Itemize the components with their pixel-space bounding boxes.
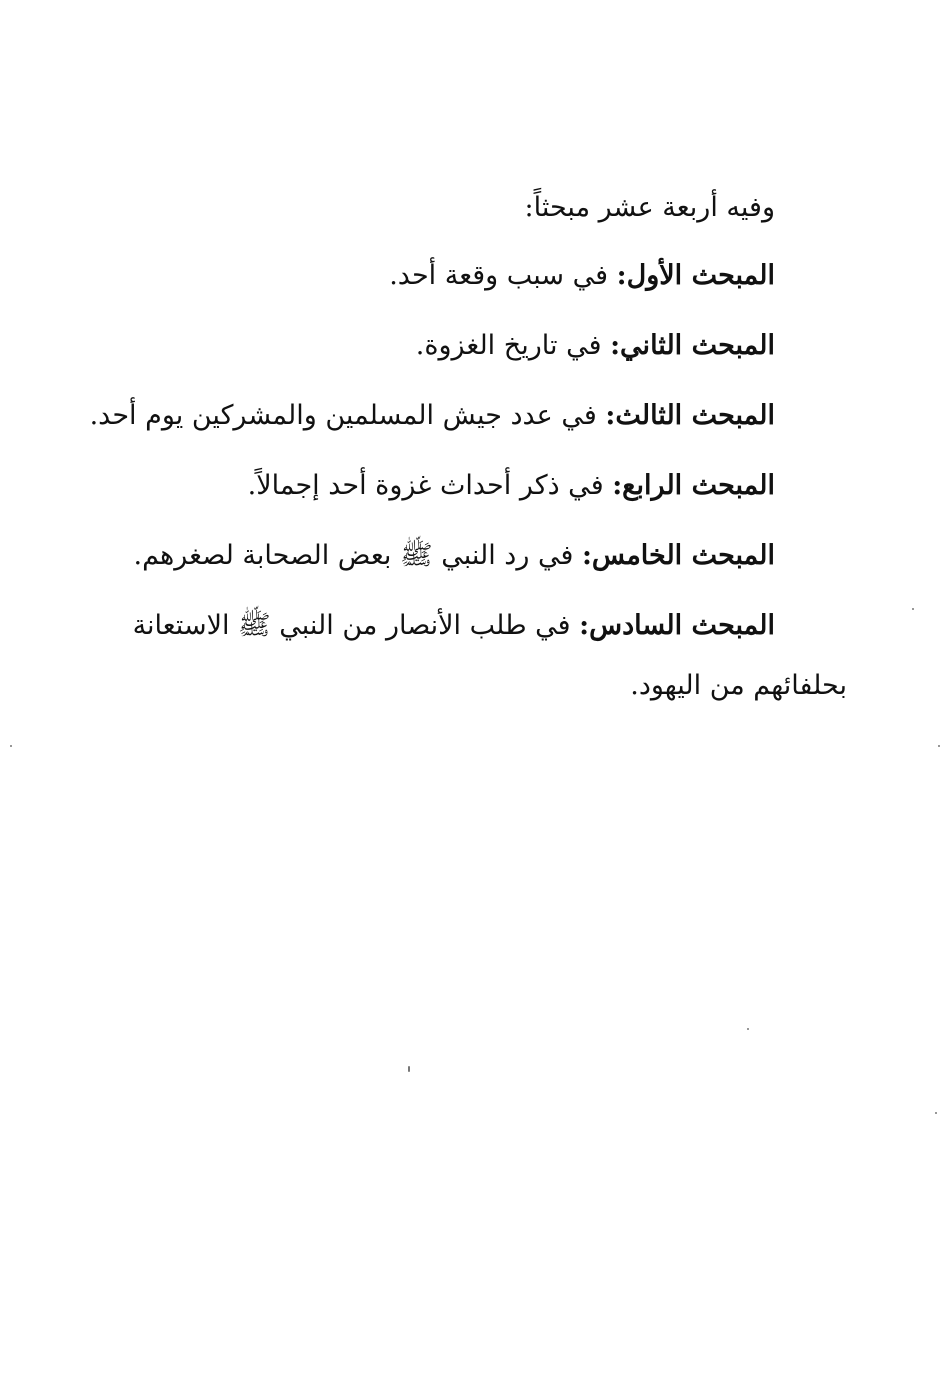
item-heading: المبحث الأول: [616,260,775,291]
item-text: في تاريخ الغزوة. [415,330,611,361]
item-text: في ذكر أحداث غزوة أحد إجمالاً. [247,470,613,501]
list-item [120,246,775,306]
list-item [120,316,775,376]
list-item [89,386,775,446]
scan-speck [10,745,12,747]
list-item [120,526,775,586]
item-heading: المبحث السادس: [579,610,775,641]
item-text: في رد النبي ﷺ بعض الصحابة لصغرهم. [133,540,582,571]
item-heading: المبحث الرابع: [612,470,775,501]
item-continuation: بحلفائهم من اليهود. [630,670,847,701]
item-text: في عدد جيش المسلمين والمشركين يوم أحد. [89,400,606,431]
scan-speck [912,608,914,610]
scan-speck [408,1066,410,1072]
list-item [120,456,775,516]
intro-line: وفيه أربعة عشر مبحثاً: [524,192,775,223]
item-heading: المبحث الثالث: [605,400,775,431]
item-text: في طلب الأنصار من النبي ﷺ الاستعانة [132,610,580,641]
scan-speck [935,1112,937,1114]
scan-speck [747,1028,749,1030]
table-of-contents [89,178,847,716]
item-heading: المبحث الثاني: [610,330,775,361]
item-text: في سبب وقعة أحد. [389,260,617,291]
scan-speck [938,745,940,747]
item-heading: المبحث الخامس: [581,540,775,571]
list-item [120,596,775,656]
